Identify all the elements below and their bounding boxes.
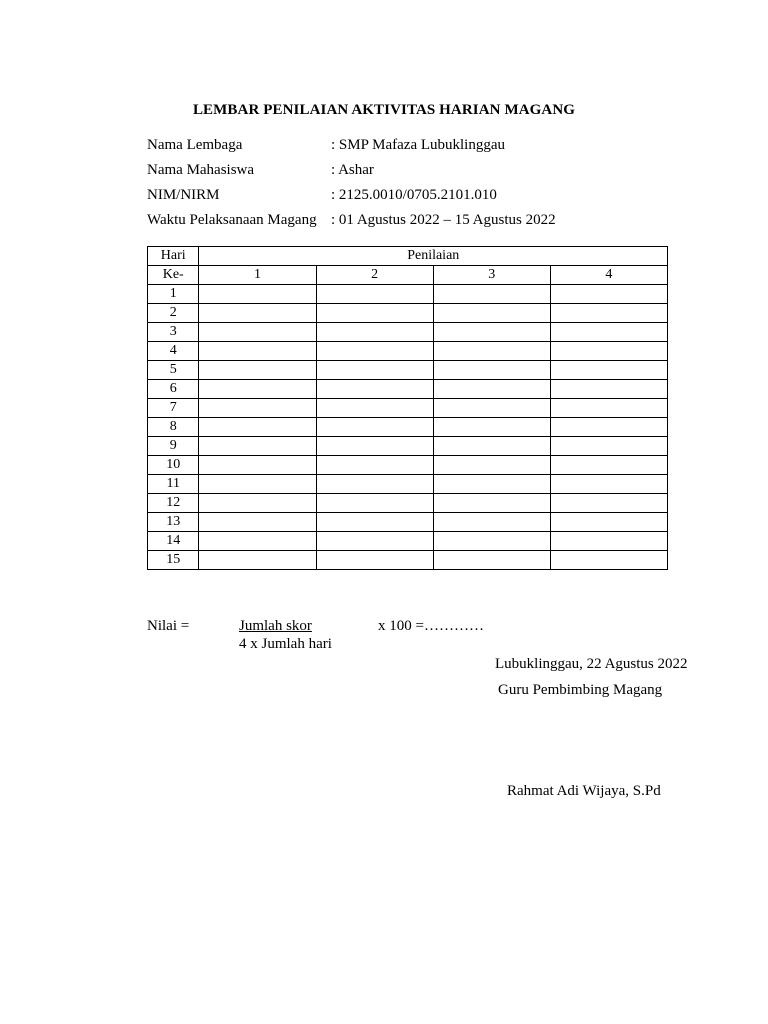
table-row: [148, 513, 668, 532]
table-row: [148, 456, 668, 475]
ke-header: Ke-: [148, 266, 199, 285]
score-cell: [433, 304, 550, 323]
score-cell: [316, 437, 433, 456]
score-cell: [199, 361, 316, 380]
day-number: 6: [148, 380, 199, 399]
info-value: : SMP Mafaza Lubuklinggau: [331, 137, 506, 153]
day-number: 2: [148, 304, 199, 323]
score-cell: [316, 285, 433, 304]
table-row: [148, 304, 668, 323]
score-cell: [316, 494, 433, 513]
score-cell: [550, 475, 667, 494]
score-cell: [550, 361, 667, 380]
score-cell: [433, 380, 550, 399]
score-cell: [433, 475, 550, 494]
score-cell: [316, 475, 433, 494]
day-number: 8: [148, 418, 199, 437]
day-number: 3: [148, 323, 199, 342]
score-cell: [433, 323, 550, 342]
formula-multiplier: x 100 =…………: [378, 618, 484, 634]
score-cell: [316, 532, 433, 551]
score-cell: [199, 380, 316, 399]
score-cell: [550, 456, 667, 475]
score-cell: [316, 342, 433, 361]
info-label: Nama Mahasiswa: [147, 162, 255, 178]
score-cell: [550, 380, 667, 399]
score-cell: [433, 551, 550, 570]
score-column-header: 3: [433, 266, 550, 285]
score-cell: [550, 513, 667, 532]
score-column-header: 4: [550, 266, 667, 285]
score-cell: [199, 551, 316, 570]
day-number: 9: [148, 437, 199, 456]
table-row: [148, 361, 668, 380]
score-cell: [433, 418, 550, 437]
info-label: Waktu Pelaksanaan Magang: [147, 212, 317, 228]
assessment-table: [147, 246, 668, 570]
score-cell: [199, 323, 316, 342]
score-cell: [199, 532, 316, 551]
info-row-lembaga: [147, 137, 505, 154]
day-number: 5: [148, 361, 199, 380]
table-row: [148, 551, 668, 570]
penilaian-header: Penilaian: [199, 247, 668, 266]
table-row: [148, 380, 668, 399]
score-cell: [316, 323, 433, 342]
document-title: LEMBAR PENILAIAN AKTIVITAS HARIAN MAGANG: [192, 102, 576, 118]
formula-numerator: Jumlah skor: [239, 618, 312, 634]
score-cell: [199, 456, 316, 475]
day-number: 4: [148, 342, 199, 361]
table-row: [148, 399, 668, 418]
score-cell: [199, 494, 316, 513]
score-cell: [550, 399, 667, 418]
score-cell: [316, 456, 433, 475]
score-cell: [550, 437, 667, 456]
info-row-waktu: [147, 212, 556, 229]
score-cell: [316, 380, 433, 399]
info-row-mahasiswa: [147, 162, 374, 179]
score-column-header: 2: [316, 266, 433, 285]
day-number: 13: [148, 513, 199, 532]
score-cell: [199, 304, 316, 323]
table-row: [148, 418, 668, 437]
score-cell: [199, 285, 316, 304]
score-cell: [550, 342, 667, 361]
info-value: : 01 Agustus 2022 – 15 Agustus 2022: [331, 212, 556, 228]
score-cell: [433, 513, 550, 532]
score-cell: [550, 551, 667, 570]
signature-role: Guru Pembimbing Magang: [498, 682, 663, 698]
score-cell: [316, 361, 433, 380]
table-row: [148, 475, 668, 494]
score-cell: [433, 342, 550, 361]
score-cell: [550, 418, 667, 437]
score-cell: [433, 361, 550, 380]
info-row-nim: [147, 187, 497, 204]
table-row: [148, 437, 668, 456]
score-cell: [199, 437, 316, 456]
table-row: [148, 323, 668, 342]
info-value: : 2125.0010/0705.2101.010: [331, 187, 497, 203]
score-cell: [199, 475, 316, 494]
signature-name: Rahmat Adi Wijaya, S.Pd: [507, 783, 661, 799]
score-cell: [433, 285, 550, 304]
score-cell: [199, 399, 316, 418]
score-cell: [199, 513, 316, 532]
score-cell: [550, 285, 667, 304]
info-value: : Ashar: [331, 162, 374, 178]
score-cell: [433, 456, 550, 475]
day-number: 7: [148, 399, 199, 418]
score-column-header: 1: [199, 266, 316, 285]
score-cell: [199, 342, 316, 361]
hari-header: Hari: [148, 247, 199, 266]
table-row: [148, 285, 668, 304]
score-cell: [316, 304, 433, 323]
score-cell: [550, 323, 667, 342]
day-number: 10: [148, 456, 199, 475]
score-cell: [433, 437, 550, 456]
score-cell: [316, 399, 433, 418]
table-row: [148, 494, 668, 513]
signature-place-date: Lubuklinggau, 22 Agustus 2022: [495, 656, 688, 672]
score-cell: [550, 532, 667, 551]
score-cell: [199, 418, 316, 437]
score-cell: [316, 513, 433, 532]
day-number: 11: [148, 475, 199, 494]
score-cell: [550, 494, 667, 513]
day-number: 15: [148, 551, 199, 570]
score-cell: [433, 494, 550, 513]
score-cell: [433, 399, 550, 418]
info-label: NIM/NIRM: [147, 187, 220, 203]
table-row: [148, 532, 668, 551]
day-number: 14: [148, 532, 199, 551]
score-cell: [550, 304, 667, 323]
nilai-label: Nilai =: [147, 618, 190, 634]
score-cell: [316, 418, 433, 437]
day-number: 1: [148, 285, 199, 304]
score-cell: [433, 532, 550, 551]
table-row: [148, 342, 668, 361]
score-cell: [316, 551, 433, 570]
formula-denominator: 4 x Jumlah hari: [239, 636, 332, 652]
day-number: 12: [148, 494, 199, 513]
info-label: Nama Lembaga: [147, 137, 243, 153]
